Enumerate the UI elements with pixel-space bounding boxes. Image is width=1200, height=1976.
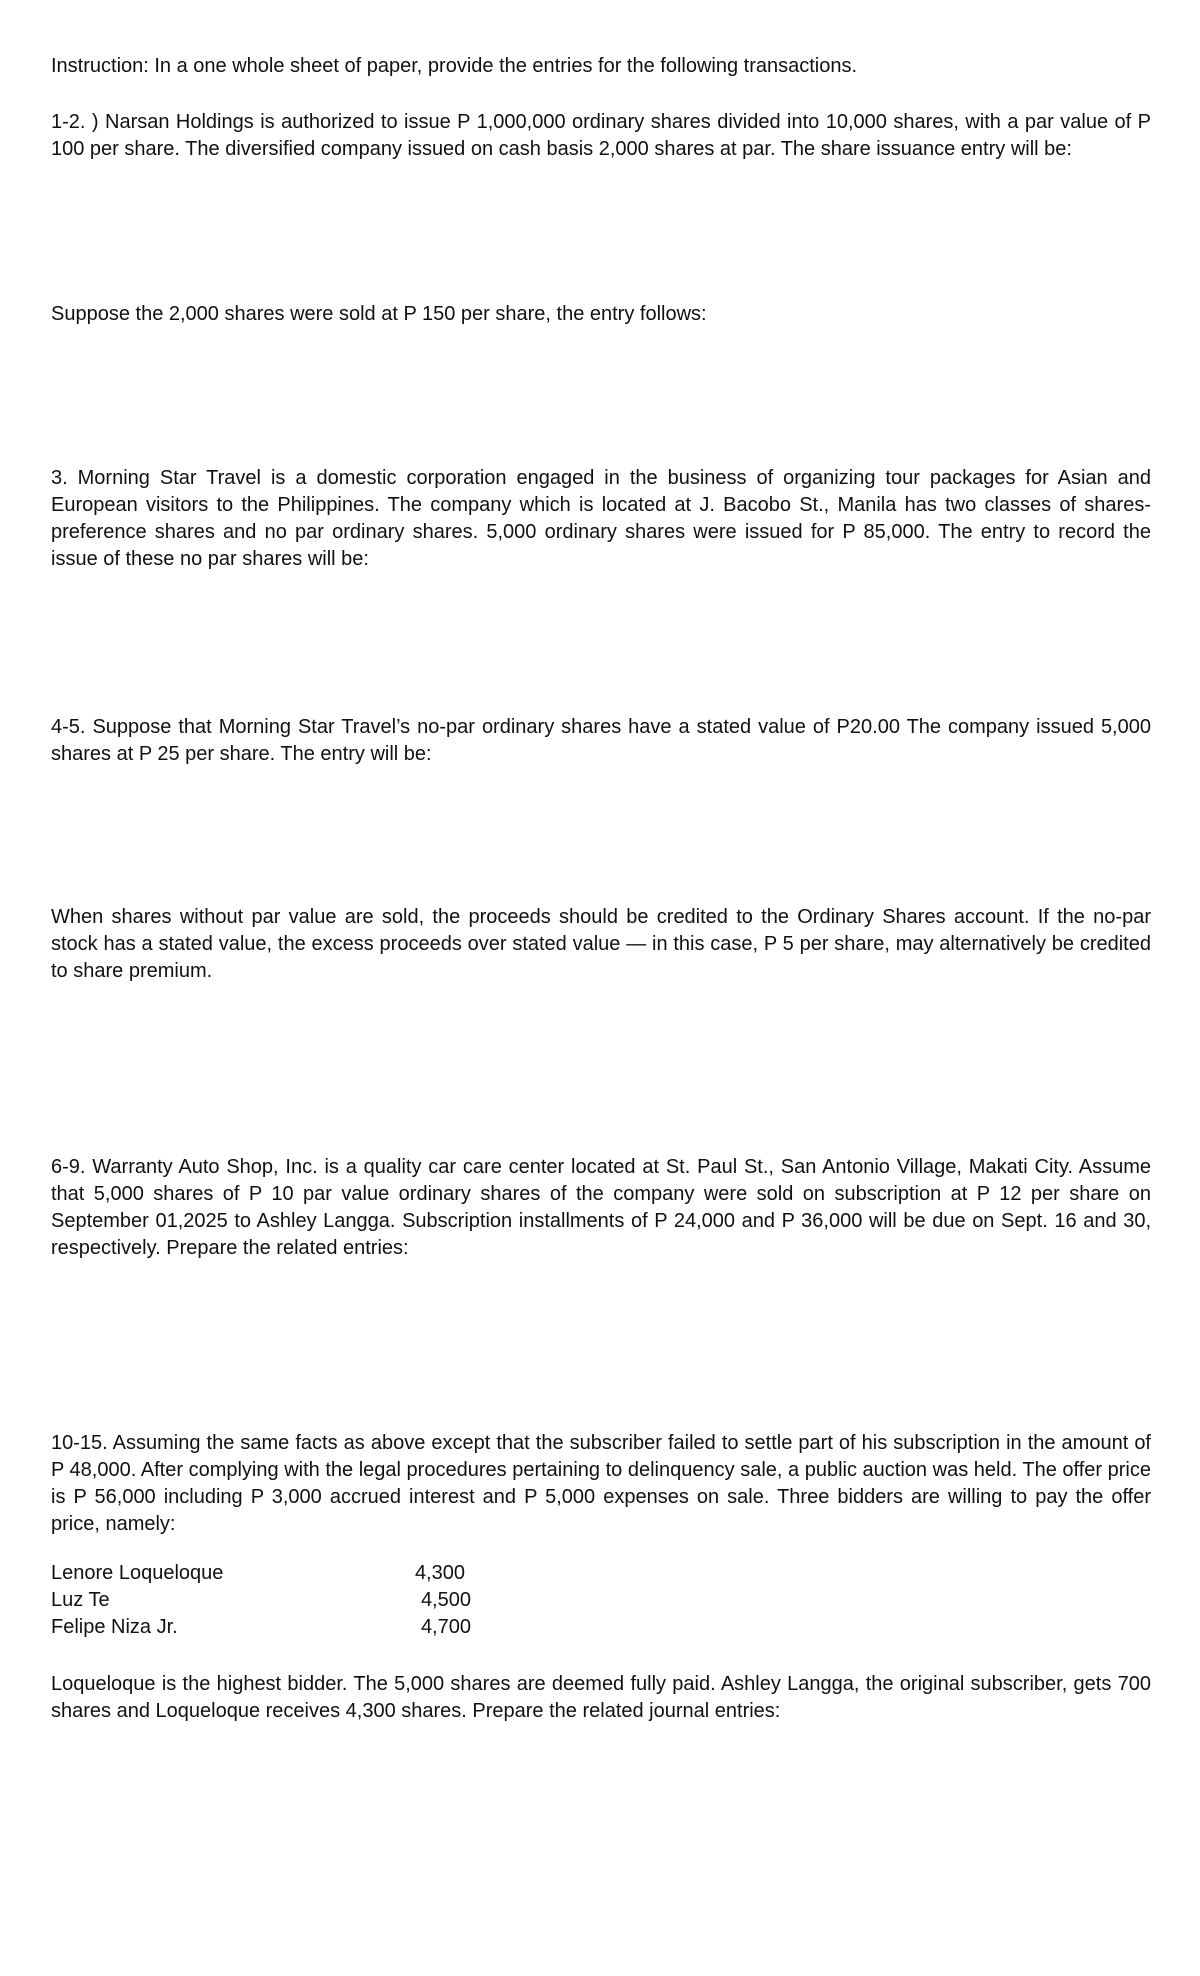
question-10-15: 10-15. Assuming the same facts as above except that the subscriber failed to settle part of his subscription in the amount of P 48,000. After complying with the legal procedures pertaining to delinquency sale, a public auction was held. The offer price is P 56,000 including P 3,000 accrued interest and P 5,000 expenses on sale. Three bidders are willing to pay the offer price, namely: bbox=[51, 1432, 1151, 1535]
bidder-row bbox=[51, 1614, 471, 1641]
question-1-2: 1-2. ) Narsan Holdings is authorized to issue P 1,000,000 ordinary shares divided into 10,000 shares, with a par value of P 100 per share. The diversified company issued on cash basis 2,000 shares at par. The share issuance entry will be: bbox=[51, 111, 1151, 160]
question-4-5: 4-5. Suppose that Morning Star Travel’s no-par ordinary shares have a stated value of P20.00 The company issued 5,000 shares at P 25 per share. The entry will be: bbox=[51, 716, 1151, 765]
instruction-text: Instruction: In a one whole sheet of paper, provide the entries for the following transactions. bbox=[51, 55, 858, 77]
bidder-name: Felipe Niza Jr. bbox=[51, 1616, 178, 1638]
question-6-9: 6-9. Warranty Auto Shop, Inc. is a quality car care center located at St. Paul St., San Antonio Village, Makati City. Assume that 5,000 shares of P 10 par value ordinary shares of the company were sold on subscription at P 12 per share on September 01,2025 to Ashley Langga. Subscription installments of P 24,000 and P 36,000 will be due on Sept. 16 and 30, respectively. Prepare the related entries: bbox=[51, 1156, 1151, 1259]
question-4-5-note: When shares without par value are sold, the proceeds should be credited to the Ordinary Shares account. If the no-par stock has a stated value, the excess proceeds over stated value — in this case, P 5 per share, may alternatively be credited to share premium. bbox=[51, 906, 1151, 982]
bidder-row bbox=[51, 1560, 471, 1587]
bidder-amount: 4,700 bbox=[420, 1616, 471, 1638]
question-3: 3. Morning Star Travel is a domestic corporation engaged in the business of organizing tour packages for Asian and European visitors to the Philippines. The company which is located at J. Bacobo St., Manila has two classes of shares- preference shares and no par ordinary shares. 5,000 ordinary shares were issued for P 85,000. The entry to record the issue of these no par shares will be: bbox=[51, 467, 1151, 570]
question-1-2-followup: Suppose the 2,000 shares were sold at P 150 per share, the entry follows: bbox=[51, 303, 707, 325]
bidder-name: Luz Te bbox=[51, 1589, 110, 1611]
bidder-name: Lenore Loqueloque bbox=[51, 1562, 224, 1584]
question-10-15-followup: Loqueloque is the highest bidder. The 5,000 shares are deemed fully paid. Ashley Langga, the original subscriber, gets 700 shares and Loqueloque receives 4,300 shares. Prepare the related journal entries: bbox=[51, 1673, 1151, 1722]
bidder-list bbox=[51, 1560, 471, 1641]
bidder-amount: 4,300 bbox=[414, 1562, 465, 1584]
bidder-row bbox=[51, 1587, 471, 1614]
bidder-amount: 4,500 bbox=[420, 1589, 471, 1611]
